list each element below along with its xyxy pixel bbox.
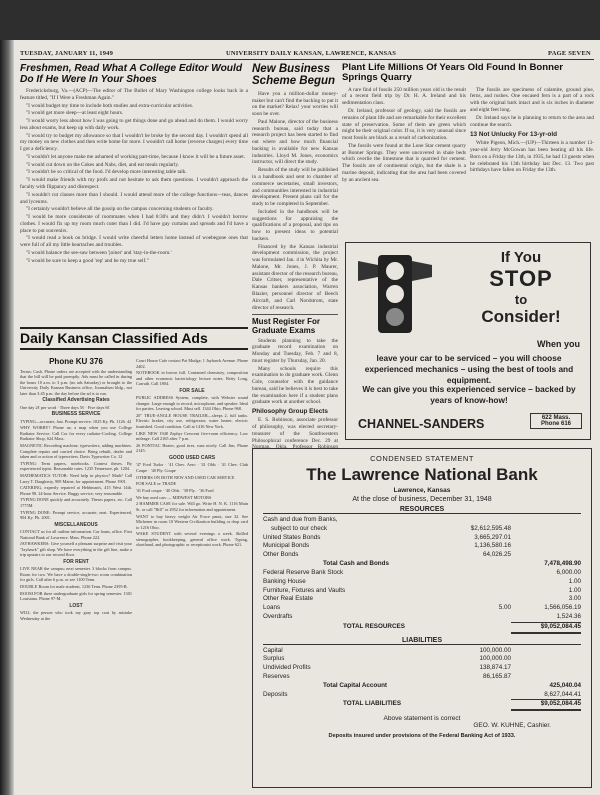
classified-ad: 26 PONTIAC Heater, good tires, runs nicely. Call Jim, Phone 2145. — [136, 442, 248, 454]
classified-phone: Phone KU 376 — [49, 358, 103, 366]
classified-ad: 2 HAMMER CASE for sale. Will go. Write H. N. K. 1116 Main St. or call "Bill" or 2952 for information and appointment. — [136, 501, 248, 512]
paragraph: The fossils were found at the Lone Star cement quarry at Bonner Springs. They were uncovered in shale beds which overlie the limestone that is quarried for cement. The fossils are of continental origin, but the shale is a marine deposit, indicating that the area had been covered by an ancient sea. — [342, 142, 466, 183]
bank-loans: Loans 5.00 1,566,056.19 — [263, 604, 581, 612]
classified-section-heading: MISCELLANEOUS — [54, 521, 98, 528]
paragraph: E. S. Robinson, associate professor of philosophy, was elected secretary-treasurer of the Southwestern Philosophical conference Dec. 29 at — [252, 417, 338, 444]
classified-column-1 — [20, 358, 132, 788]
binding-edge — [0, 40, 14, 795]
classified-ad: 20" TRUE-ANGLE HOUSE TRAILER—sleeps 2, full tanks. Electric brakes, city use, refrigerator, water heater, electric furnished. Good condition. Call at 1416 New York. — [136, 412, 248, 429]
classified-ad: '41 Ford coupe · '40 Olds · '38 Ply. · '36 Ford — [136, 487, 214, 493]
classified-ad: We buy used cars — MIDWEST MOTORS — [136, 494, 212, 500]
classified-ad: CONTACT us for all outline information. Car loans, office. First National Bank of Lawrence. Mass. Phone 222. — [20, 529, 132, 540]
classified-ad: WAKE STUDENT with several evenings a week. Skilled stenographer, bookkeeping, general office work. Typing, shorthand, and photographic or receptionist work. Phone 621. — [136, 531, 248, 548]
classified-ad: PUBLIC ADDRESS System, complete, with Webster sound changer. Large enough to record, microphone, and speaker. Ideal for parties. Leaving school. Must sell. 1344 Ohio, Phone 968. — [136, 395, 248, 412]
classified-ad: DOUBLE Room for male students. 1236 Tenn. Phone 2395-R. — [20, 584, 128, 590]
article-freshmen — [20, 63, 248, 325]
paragraph: Results of the study will be published in a handbook and sent to chamber of commerce secretaries, small investors, and communities interested in industrial development. Present plans call for the study to be completed in September. — [252, 167, 338, 208]
bank-title-condensed: CONDENSED STATEMENT — [370, 454, 474, 463]
bank-total-resources: TOTAL RESOURCES $9,052,084.45 — [263, 623, 581, 634]
classified-ad: WHY WORRY? Phone us; a map when you use College Radiator Service. Call Cor for every radiator-Cooling. College Radiator Shop, 624 Mass. — [20, 425, 132, 442]
bank-resource-row: Municipal Bonds 1,136,580.16 — [263, 542, 511, 550]
paragraph: "I wouldn't be so critical of the food. I'd develop more interesting table talk. — [26, 169, 187, 176]
bank-resources-heading: RESOURCES — [263, 506, 581, 514]
classified-section-heading: FOR RENT — [63, 559, 89, 566]
bank-name: The Lawrence National Bank — [306, 465, 538, 484]
bank-overdrafts: Overdrafts 1,524.36 — [263, 613, 581, 623]
traffic-light-icon — [356, 251, 436, 341]
bank-attest: Above statement is correct — [383, 715, 461, 723]
article-plants-col2 — [470, 87, 594, 129]
paragraph: Financed by the Kansas industrial development commission, the project was formulated Jan. 4 in Wichita by Mr. Malone, Mr. Jones, J. P. Maurer, assistant director of the research bureau, Dale Critser, representative of the Kansas bankers association, Warren Blazier, personnel director of Beech Aircraft, and Carl Nordstrom, state director of research. — [252, 243, 338, 311]
masthead-rule — [20, 59, 594, 60]
paragraph: Students planning to take the graduate record examination on Monday and Tuesday, Feb. 7 and 8, must register by Thursday, Jan. 20. — [252, 337, 338, 364]
classified-ad: '47 Ford Tudor · '41 Chev. Aero · '41 Olds · '41 Chev. Club Coupe · '40 Ply. Coupe — [136, 462, 248, 473]
article-freshmen-body — [20, 88, 248, 264]
classified-ad: JAYHAWKERS: Give yourself a pleasant surprise and visit your "Jayhawk" gift shop. We have everything in the gift line, make a trip upstairs to our second floor. — [20, 541, 132, 558]
ad-line-stop: STOP — [489, 266, 553, 291]
classified-section-heading: BUSINESS SERVICE — [51, 411, 101, 418]
classified-section-heading: GOOD USED CARS — [168, 455, 216, 462]
ad-line-to: to — [514, 292, 528, 307]
article-unlucky-body — [470, 140, 594, 174]
classified-ad: CATERING, expertly repaired at Hebbman's, 415 West 14th. Phone 98. 24-hour Service. Buggy service; very reasonable. — [20, 485, 132, 496]
bank-deposits: Deposits 8,627,044.41 — [263, 691, 581, 701]
bank-total-liabilities: TOTAL LIABILITIES $9,052,084.45 — [263, 700, 581, 711]
ad-offer: We can give you this experienced service – backed by years of know-how! — [362, 384, 576, 405]
paragraph: White Pigeon, Mich.—(UP)—Thirteen is a number 13-year-old Jerry McGowan has been beating all his life. Born on a Friday the 13th, in 1935, he had 13 guests when he celebrated his 13th birthday last Dec. 13. Two past birthdays have fallen on Friday the 13th. — [470, 140, 594, 174]
paragraph: A rare find of fossils 250 million years old is the result of a recent field trip by Dr. H. A. Ireland and his sedimentation class. — [342, 86, 466, 107]
bank-total-capital: Total Capital Account 425,040.04 — [323, 681, 581, 689]
classified-ad: MAGNETIC Recording machine, typewriters, adding machines. Complete repairs and carried choice. Bring rebuilt, dealer and taken and or action of typewriters. Davis Typewriter Co. 12 — [20, 443, 132, 460]
classified-title: Daily Kansan Classified Ads — [20, 330, 208, 346]
ad-address: 622 Mass. — [541, 415, 571, 421]
classified-ad: LIVE NEAR the campus; next semester. 3 blocks from campus. Room for two. We have a double-single-two room combination for girls. Call after 6 p.m. or see 1100 Tenn. — [20, 566, 132, 583]
paragraph: Dr. Ireland, professor of geology, said the fossils are remains of plant life and are remarkable for their excellent state of preservation. Some of them are green which might be their original color. If so, it is very unusual since most fossils are black as a result of carbonization. — [342, 108, 466, 142]
classified-ad: OTHERS ON BOTH NEW AND USED CAR SERVICE — [136, 474, 235, 480]
headline-philosophy: Philosophy Group Elects — [252, 408, 328, 416]
paragraph: Included in the handbook will be suggestions for appraising the qualifications of a proposal, and tips on how to present ideas to potential backers. — [252, 208, 338, 242]
bank-resource-row: Furniture, Fixtures and Vaults 1.00 — [263, 586, 581, 594]
paragraph: "I would get more sleep—at least eight hours. — [26, 110, 124, 117]
headline-plants: Plant Life Millions Of Years Old Found In Bonner Springs Quarry — [342, 63, 564, 84]
classified-ad: WILL the person who took my gray top coat by mistake Wednesday at the — [20, 610, 132, 621]
classified-ad: WANT to buy heavy weight Air Force pants, size 32. See Michener in room 10 Western Civilization building or drop card to 1216 Ohio. — [136, 513, 248, 530]
bank-statement — [252, 448, 592, 788]
paragraph: Dr. Ireland says he is planning to return to the area and continue the search. — [470, 114, 594, 128]
bank-resource-row: Other Bonds 64,026.25 — [263, 551, 511, 559]
bank-liability-row: Undivided Profits 138,874.17 — [263, 664, 511, 672]
masthead-page: PAGE SEVEN — [548, 50, 591, 57]
classified-ad: FOR SALE or TRADE — [136, 481, 177, 487]
classified-header — [20, 327, 248, 357]
bank-resource-row: subject to our check $2,612,595.48 — [271, 524, 511, 532]
headline-freshmen: Freshmen, Read What A College Editor Would Do If He Were In Your Shoes — [20, 63, 243, 86]
paragraph: "I would read a book on bridge. I would write cheerful letters home instead of woebegone ones that were full of all my little heartaches and troubles. — [20, 235, 248, 249]
paragraph: "I wouldn't cut classes more than I should. I would attend more of the college functions—teas, dances and lyceums. — [20, 191, 248, 205]
bank-insured: Deposits insured under provisions of the Federal Banking Act of 1933. — [328, 733, 516, 740]
bank-resource-row: Federal Reserve Bank Stock 6,000.00 — [263, 568, 581, 576]
classified-ad: MATHEMATICS TUTOR: Need help in physics? Math? Call Larry T. Daugherty, 909 Maine, for appointment. Phone 1901. — [20, 473, 132, 484]
paragraph: "I would try to budget my allowance so that I wouldn't be broke by the second day. I wouldn't spend all my money on new clothes and then write home for more. I wouldn't call home (reverse charges) every time I got a deficiency. — [20, 132, 248, 153]
paragraph: Have you a million-dollar money-maker but can't find the backing to put it on the market? Relax! your worries will soon be over. — [252, 90, 338, 118]
bank-resource-row: Other Real Estate 3.00 — [263, 595, 581, 603]
masthead-paper: UNIVERSITY DAILY KANSAN, LAWRENCE, KANSAS — [226, 50, 397, 57]
classified-ad: Terms: Cash. Phone orders are accepted with the understanding that the bill will be paid promptly. Ads must be called in during the hours 10 a.m. to 3 p.m. (no ads Saturday) or brought to the University Daily Kansan Business office, Journalism bldg., not later than 3:45 p.m. the day before the ad is to run. — [20, 368, 132, 396]
article-business-body — [252, 91, 338, 312]
paragraph: "I would worry less about how I was going to get things done and go ahead and do them. I would worry less about exams, but keep up with daily work. — [20, 118, 248, 131]
paragraph: Many schools require this examination to do graduate work. Glenn Cole, counselor with the guidance bureau, said he believes it is best to take the examination here if a student plans graduate work at another school. — [252, 365, 338, 406]
classified-section-heading: Classified Advertising Rates — [42, 397, 110, 404]
scan-background-top — [0, 0, 600, 40]
ad-address-box — [530, 413, 582, 429]
ad-company: CHANNEL-SANDERS — [358, 417, 485, 431]
ad-line-if-you: If You — [500, 249, 542, 266]
bank-liability-row: Surplus 100,000.00 — [263, 655, 511, 663]
bank-signer: GEO. W. KUHNE, Cashier. — [473, 722, 551, 730]
classified-ad: TYPING: Term papers, notebooks. Contest theses. By experienced typist. Reasonable rates. 1235 Tennessee, ph. 1204. — [20, 460, 132, 472]
article-plants-col1 — [342, 87, 466, 185]
paragraph: "I would cut down on the Cokes and Nabs, diet, and eat meals regularly. — [26, 161, 180, 168]
article-exams-body — [252, 338, 338, 407]
classified-ad: One day 2¢ per word · Three days 5¢ · Five days 6¢ — [20, 404, 110, 410]
bank-city: Lawrence, Kansas — [393, 487, 451, 494]
ad-body: leave your car to be serviced – you will choose experienced mechanics – using the best of tools and equipment. — [364, 353, 574, 385]
ad-channel-sanders — [345, 242, 591, 440]
classified-ad: Court House Cafe contact Pat Mudge, 1 Jayhawk Avenue. Phone 2402. — [136, 358, 248, 369]
classified-ad: TYPING DONE quickly and accurately. Theses papers, etc. Call 1775M. — [20, 497, 132, 508]
headline-unlucky: 13 Not Unlucky For 13-yr-old — [470, 131, 558, 139]
headline-graduate-exams: Must Register For Graduate Exams — [252, 317, 321, 335]
classified-ad: LIKE NEW 1948 Zephyr Crescent five-room efficiency. Low mileage. Call 2165 after 7 p.m. — [136, 430, 248, 442]
bank-total-cash: Total Cash and Bonds 7,478,498.90 — [323, 560, 581, 568]
classified-ad: NOTEBOOK in brown full. Contained chemistry, composition and other economic bacteriology lecture notes. Betty Long, Carruth. Call 1804. — [136, 370, 248, 387]
bank-resource-row: United States Bonds 3,665,297.01 — [263, 533, 511, 541]
paragraph: "I would be sure to keep a good 'rep' and be my true self." — [26, 257, 149, 264]
classified-ad: TYPING—accurate, fast. Prompt service. 1025 Ky. Ph. 1126. 42 — [20, 418, 132, 424]
paragraph: Paul Malone, director of the business research bureau, said today that a research project has been started to find out where and how much financial backing is available for new Kansas industries. Lloyd M. Jones, economics instructor, will direct the study. — [252, 118, 338, 166]
bank-liability-row: Reserves 86,165.87 — [263, 673, 511, 680]
paragraph: The fossils are specimens of calamite, ground pine, ferns, and rushes. One encased fern is a part of a rock with the original bark intact and is six inches in diameter and eight feet long. — [470, 86, 594, 114]
headline-business: New Business Scheme Begun — [252, 63, 336, 88]
bank-close-date: At the close of business, December 31, 1948 — [352, 496, 492, 503]
ad-line-consider: Consider! — [481, 307, 561, 326]
classified-section-heading: LOST — [69, 603, 83, 609]
classified-ad: ROOM FOR three undergraduate girls for spring semester. 1301 Louisiana. Phone 97-M. — [20, 590, 132, 602]
ad-phone: Phone 616 — [540, 421, 571, 427]
paragraph: "I certainly wouldn't believe all the gossip on the campus concerning students or faculty. — [26, 206, 214, 213]
masthead-date: TUESDAY, JANUARY 11, 1949 — [20, 50, 114, 57]
divider — [252, 314, 338, 315]
classified-column-2 — [136, 358, 248, 788]
paragraph: "I would make friends with my profs and not hesitate to ask them questions. I wouldn't approach the faculty with flippancy and disrespect. — [20, 177, 248, 190]
paragraph: "I would budget my time to include both studies and extra-curricular activities. — [26, 102, 194, 109]
classified-section-heading: FOR SALE — [179, 387, 205, 394]
bank-liability-row: Capital 100,000.00 — [263, 646, 511, 654]
bank-resource-row: Cash and due from Banks, — [263, 516, 338, 523]
bank-resource-row: Banking House 1.00 — [263, 577, 581, 585]
paragraph: "I would be more considerate of roommates when I had 8:30's and they didn't. I wouldn't borrow clothes. I would fix up my room much cuter than I did. I'd have gay curtains and spreads and I'd have a place to put souvenirs. — [20, 214, 248, 234]
bank-liabilities-heading: LIABILITIES — [263, 637, 581, 645]
classified-ad: TYPING DONE: Prompt service, accurate, neat. Experienced, 904 Ky. Ph. 2001. — [20, 509, 132, 521]
dateline: Fredericksburg, Va.—(ACP)—The editor of The Bullet of Mary Washington college looks back in a feature titled, "If I Were a Freshman Again." — [20, 88, 248, 101]
article-business — [252, 63, 338, 453]
paragraph: "I would balance the see-saw between 'joiner' and 'stay-in-the-room.' — [26, 249, 172, 256]
article-plants — [342, 63, 594, 241]
paragraph: "I wouldn't let anyone make me ashamed of working part-time, because I know it will be a future asset. — [26, 153, 246, 160]
ad-when-you: When you — [537, 339, 580, 349]
